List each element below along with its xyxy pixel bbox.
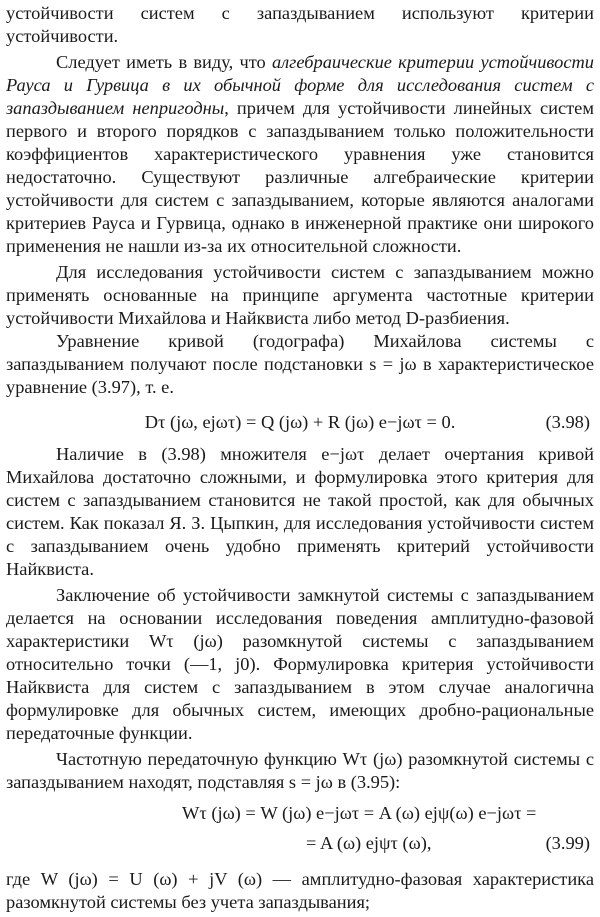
equation-3-98-number: (3.98) [545, 412, 590, 432]
paragraph-multiplier: Наличие в (3.98) множителя e−jωτ делает очертания кривой Михайлова достаточно сложными, и формулировка этого критерия для систем с запаздыванием становится не такой простой, как для обычных систем. Как показал Я. З. Цыпкин, для исследования устойчивости систем с запаздыванием очень удобно применять критерий устойчивости Найквиста. [6, 444, 594, 579]
paragraph-mikhailov-curve: Уравнение кривой (годографа) Михайлова системы с запаздыванием получают после подстановки s = jω в характеристическое уравнение (3.97), т. е. [6, 331, 594, 397]
paragraph-routh-hurwitz [6, 51, 594, 258]
equation-3-99-line1: Wτ (jω) = W (jω) e−jωτ = A (ω) ejψ(ω) e−jωτ = [182, 803, 537, 823]
paragraph-routh-hurwitz-start: Следует иметь в виду, что [56, 52, 272, 72]
paragraph-routh-hurwitz-rest: , причем для устойчивости линейных систем первого и второго порядков с запаздыванием только положительности коэффициентов характеристического уравнения уже становится недостаточно. Существуют различные алгебраические критерии устойчивости для систем с запаздыванием, которые являются аналогами критериев Рауса и Гурвица, однако в инженерной практике они широкого применения не нашли из-за их относительной сложности. [6, 98, 594, 256]
paragraph-transfer-function: Частотную передаточную функцию Wτ (jω) разомкнутой системы с запаздыванием находят, подставляя s = jω в (3.95): [6, 749, 594, 792]
paragraph-frequency-criteria: Для исследования устойчивости систем с запаздыванием можно применять основанные на принципе аргумента частотные критерии устойчивости Михайлова и Найквиста либо метод D-разбиения. [6, 262, 594, 328]
equation-3-99-line2: = A (ω) ejψτ (ω), [306, 833, 432, 853]
paragraph-intro-continuation: устойчивости систем с запаздыванием используют критерии устойчивости. [6, 3, 594, 46]
equation-3-98-formula: Dτ (jω, ejωτ) = Q (jω) + R (jω) e−jωτ = 0. [144, 412, 456, 432]
paragraph-nyquist-conclusion: Заключение об устойчивости замкнутой системы с запаздыванием делается на основании исследования поведения амплитудно-фазовой характеристики Wτ (jω) разомкнутой системы с запаздыванием относительно точки (—1, j0). Формулировка критерия устойчивости Найквиста для систем с запаздыванием в этом случае аналогична формулировке для обычных систем, имеющих дробно-рациональные передаточные функции. [6, 585, 594, 743]
equation-3-98 [6, 407, 594, 437]
equation-3-99 [6, 800, 594, 862]
emphasis-criteria-unsuitable: алгебраические критерии устойчивости Рауса и Гурвица в их обычной форме для исследования систем с запаздыванием непригодны [6, 52, 594, 118]
equation-3-99-number: (3.99) [545, 833, 590, 853]
paragraph-where-definition: где W (jω) = U (ω) + jV (ω) — амплитудно-фазовая характеристика разомкнутой системы без учета запаздывания; [6, 869, 594, 912]
